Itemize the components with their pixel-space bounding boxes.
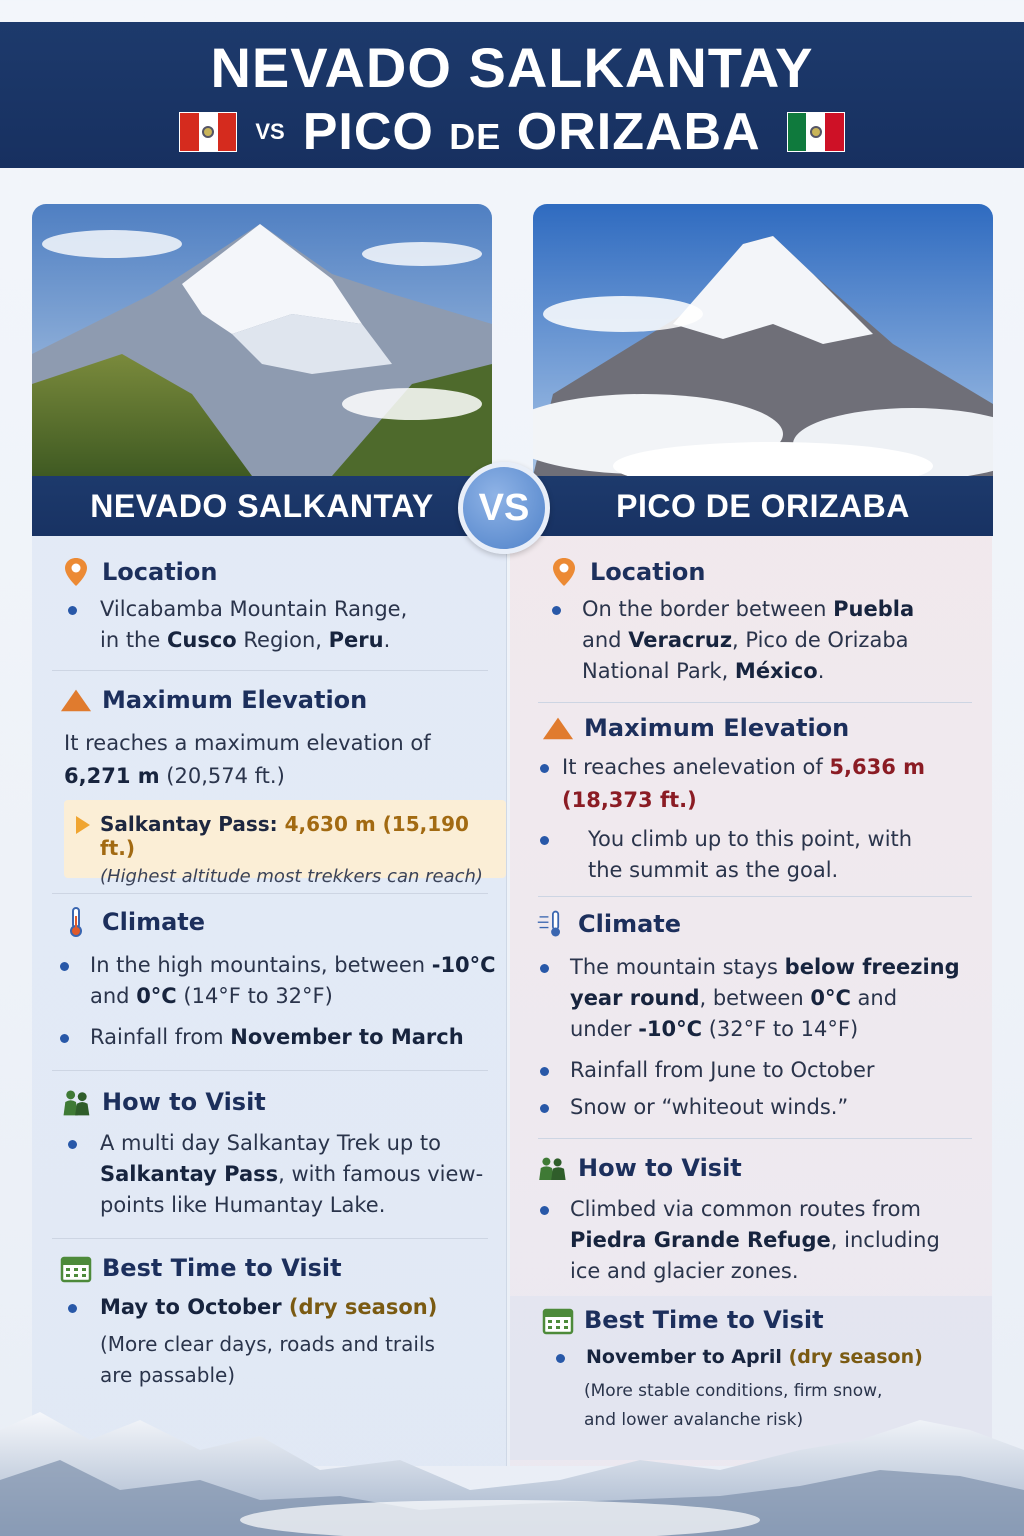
elevation-title: Maximum Elevation [102,686,368,714]
orizaba-climate-text: The mountain stays below freezing year round, between 0°C and under -10°C (32°F to 14°F) Rainfall from June to October Snow or “whiteout winds.” [536,952,986,1123]
orizaba-elevation-section [542,712,849,744]
climate-title: Climate [578,910,682,938]
orizaba-best-time-text: November to April (dry season) (More stable conditions, firm snow, and lower avalanche risk) [552,1342,982,1435]
visit-title: How to Visit [102,1088,266,1116]
salkantay-elevation-text: It reaches a maximum elevation of 6,271 m (20,574 ft.) [64,731,431,788]
orizaba-photo [533,204,993,476]
divider [52,1070,488,1071]
salkantay-column-header [32,204,492,536]
divider [52,670,488,671]
salkantay-pass-callout: Salkantay Pass: 4,630 m (15,190 ft.) (Highest altitude most trekkers can reach) [64,800,506,878]
calendar-icon [542,1304,574,1336]
thermometer-icon [60,906,92,938]
location-title: Location [102,558,218,586]
orizaba-climate-section [536,908,681,940]
salkantay-photo [32,204,492,476]
vs-badge: VS [458,462,550,554]
flag-pennant-icon [76,816,90,834]
hikers-icon [536,1152,568,1184]
title-pico-de-orizaba: PICO DE ORIZABA [302,103,761,161]
bottom-mountain-range [0,1400,1024,1536]
salkantay-best-time-text: May to October (dry season) (More clear days, roads and trails are passable) [64,1292,504,1391]
location-pin-icon [548,556,580,588]
climate-title: Climate [102,908,206,936]
peru-flag-icon [179,112,237,152]
best-time-title: Best Time to Visit [102,1254,342,1282]
visit-title: How to Visit [578,1154,742,1182]
calendar-icon [60,1252,92,1284]
mountain-icon [60,684,92,716]
mexico-flag-icon [787,112,845,152]
orizaba-location-section [548,556,705,588]
title-line-1: NEVADO SALKANTAY [210,36,814,99]
header-banner [0,22,1024,168]
hikers-icon [60,1086,92,1118]
salkantay-name-banner: NEVADO SALKANTAY [32,476,492,536]
elevation-title: Maximum Elevation [584,714,850,742]
header-vs: VS [255,119,285,144]
location-pin-icon [60,556,92,588]
salkantay-climate-text: In the high mountains, between -10°C and 0°C (14°F to 32°F) Rainfall from November to March [56,950,496,1053]
salkantay-visit-section [60,1086,266,1118]
salkantay-location-section [60,556,217,588]
orizaba-column-header [533,204,993,536]
orizaba-visit-text: Climbed via common routes from Piedra Grande Refuge, including ice and glacier zones. [536,1194,986,1287]
divider [538,1138,972,1139]
title-line-2 [0,102,1024,162]
orizaba-elevation-text: It reaches anelevation of 5,636 m (18,373 ft.) You climb up to this point, with the summit as the goal. [536,752,986,886]
salkantay-elevation-section [60,684,367,716]
orizaba-best-time-section [542,1304,824,1336]
location-title: Location [590,558,706,586]
orizaba-name-banner: PICO DE ORIZABA [533,476,993,536]
salkantay-location-text: Vilcabamba Mountain Range, in the Cusco Region, Peru. [64,594,494,656]
divider [538,702,972,703]
mountain-icon [542,712,574,744]
divider [52,1238,488,1239]
divider [538,896,972,897]
salkantay-visit-text: A multi day Salkantay Trek up to Salkantay Pass, with famous view- points like Humantay Lake. [64,1128,504,1221]
divider [52,893,488,894]
orizaba-location-text: On the border between Puebla and Veracruz, Pico de Orizaba National Park, México. [548,594,988,687]
salkantay-best-time-section [60,1252,342,1284]
salkantay-climate-section [60,906,205,938]
best-time-title: Best Time to Visit [584,1306,824,1334]
orizaba-visit-section [536,1152,742,1184]
thermometer-icon [536,908,568,940]
